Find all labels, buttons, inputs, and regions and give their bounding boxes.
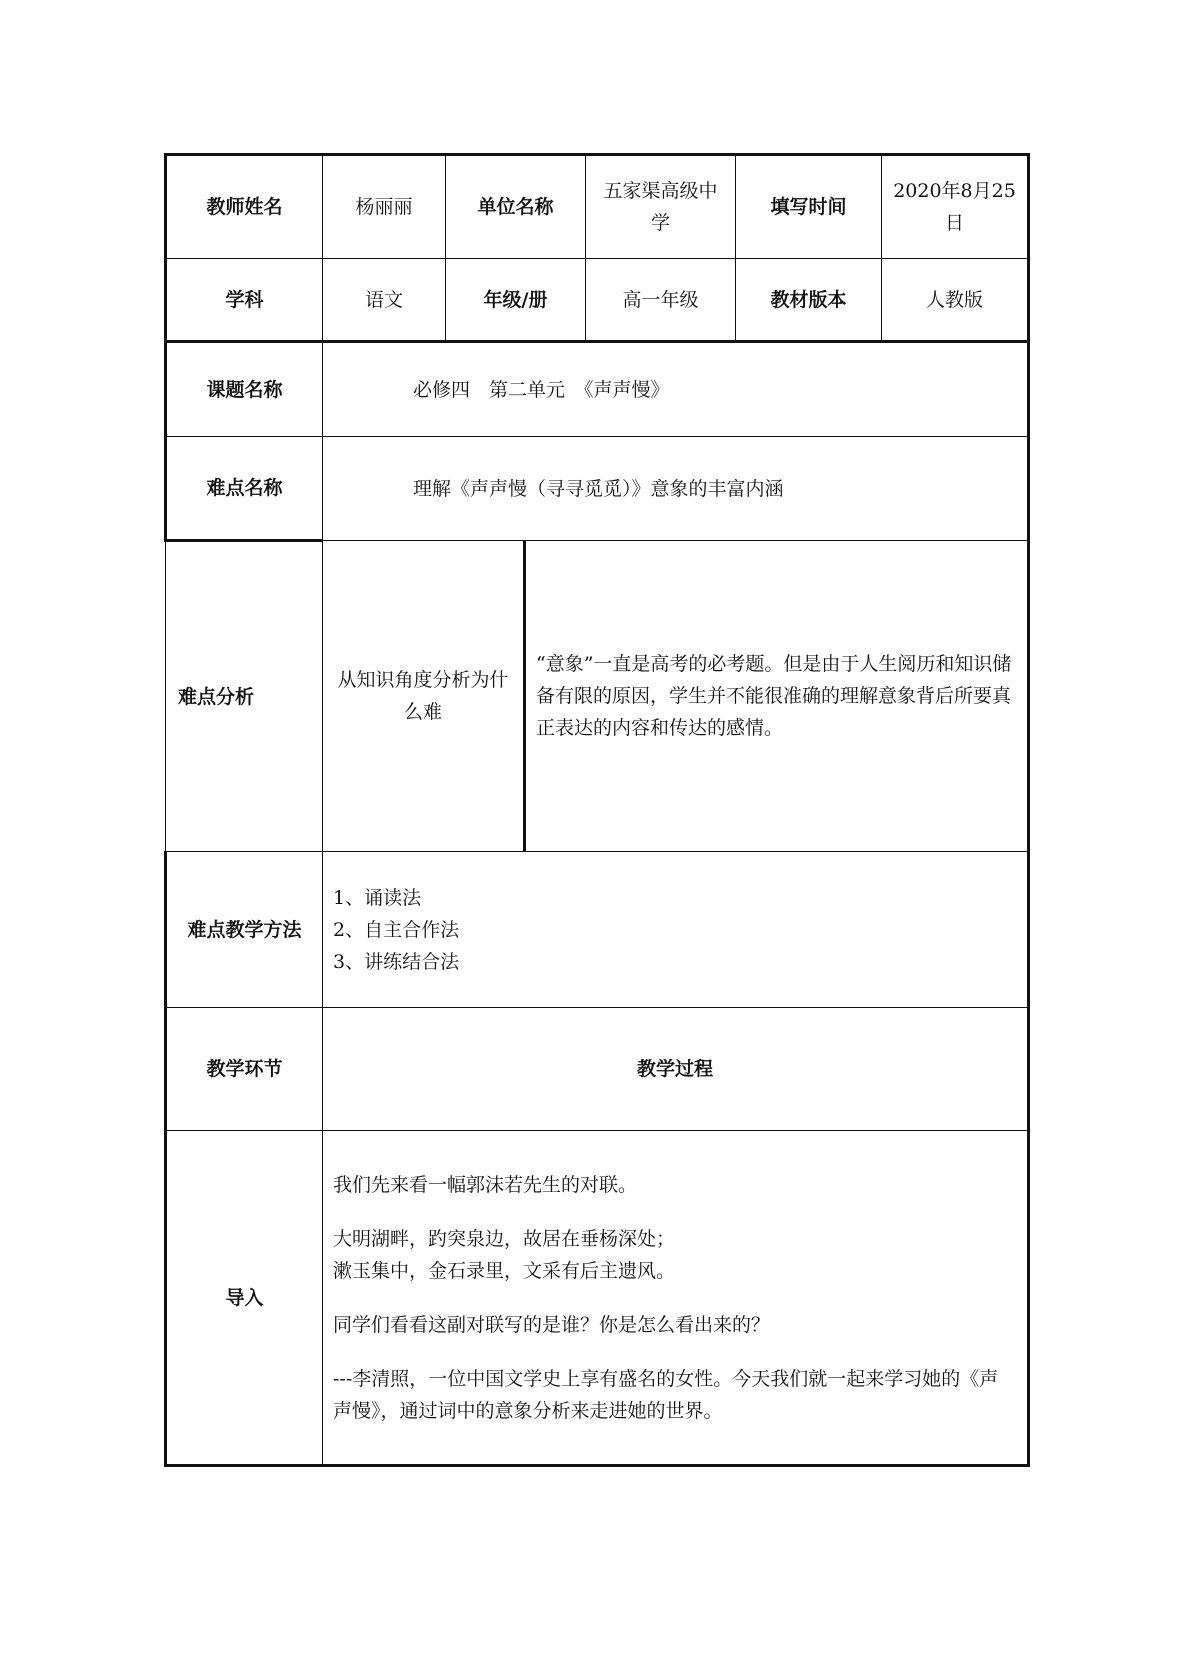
topic-value: 必修四 第二单元 《声声慢》 — [323, 342, 1029, 437]
topic-row — [166, 342, 1029, 437]
analysis-row — [166, 541, 1029, 852]
process-label: 教学过程 — [323, 1008, 1029, 1131]
methods-row — [166, 852, 1029, 1008]
subject-value: 语文 — [323, 259, 446, 342]
method-item: 2、自主合作法 — [333, 918, 460, 941]
method-item: 3、讲练结合法 — [333, 950, 460, 973]
analysis-label: 难点分析 — [166, 541, 323, 852]
analysis-text: “意象”一直是高考的必考题。但是由于人生阅历和知识储备有限的原因，学生并不能很准确的理解意象背后所要真正表达的内容和传达的感情。 — [525, 541, 1029, 852]
intro-line: 大明湖畔，趵突泉边，故居在垂杨深处； — [333, 1227, 676, 1250]
header-row-2 — [166, 259, 1029, 342]
method-item: 1、诵读法 — [333, 886, 422, 909]
grade-value: 高一年级 — [586, 259, 736, 342]
fill-date-label: 填写时间 — [736, 155, 882, 259]
fill-date-value: 2020年8月25日 — [882, 155, 1029, 259]
process-header-row — [166, 1008, 1029, 1131]
teacher-name-label: 教师姓名 — [166, 155, 323, 259]
methods-label: 难点教学方法 — [166, 852, 323, 1008]
intro-row — [166, 1131, 1029, 1466]
difficulty-label: 难点名称 — [166, 437, 323, 541]
intro-line: ---李清照，一位中国文学史上享有盛名的女性。今天我们就一起来学习她的《声声慢》，通过词中的意象分析来走进她的世界。 — [333, 1367, 999, 1422]
methods-list — [323, 852, 1029, 1008]
analysis-sub-label: 从知识角度分析为什么难 — [323, 541, 525, 852]
lesson-plan-table — [164, 153, 1030, 1467]
subject-label: 学科 — [166, 259, 323, 342]
intro-line: 我们先来看一幅郭沫若先生的对联。 — [333, 1173, 638, 1196]
difficulty-row — [166, 437, 1029, 541]
edition-value: 人教版 — [882, 259, 1029, 342]
intro-content — [323, 1131, 1029, 1466]
header-row-1 — [166, 155, 1029, 259]
topic-label: 课题名称 — [166, 342, 323, 437]
grade-label: 年级/册 — [446, 259, 586, 342]
edition-label: 教材版本 — [736, 259, 882, 342]
intro-label: 导入 — [166, 1131, 323, 1466]
stage-label: 教学环节 — [166, 1008, 323, 1131]
difficulty-value: 理解《声声慢（寻寻觅觅）》意象的丰富内涵 — [323, 437, 1029, 541]
unit-name-value: 五家渠高级中学 — [586, 155, 736, 259]
teacher-name-value: 杨丽丽 — [323, 155, 446, 259]
intro-line: 漱玉集中，金石录里，文采有后主遗风。 — [333, 1259, 676, 1282]
unit-name-label: 单位名称 — [446, 155, 586, 259]
intro-line: 同学们看看这副对联写的是谁？你是怎么看出来的？ — [333, 1313, 771, 1336]
